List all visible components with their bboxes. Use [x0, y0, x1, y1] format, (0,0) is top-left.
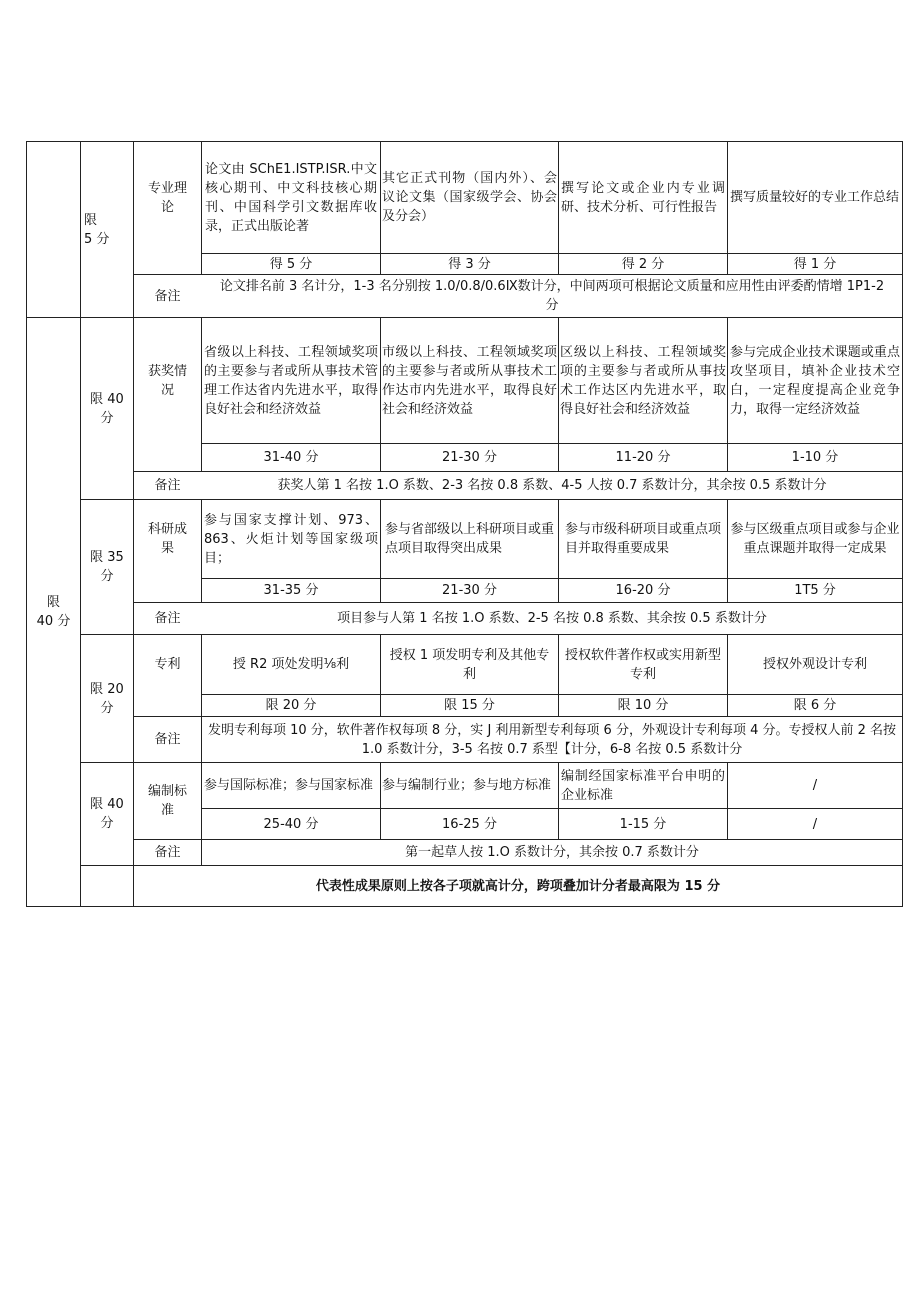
score-cell: 11-20 分 [615, 450, 671, 465]
score-cell: / [812, 816, 818, 832]
criteria-cell: 论文由 SChE1.ISTP.ISR.中文核心期刊、中文科技核心期刊、中国科学引文数据库收录，正式出版论著 [205, 161, 377, 234]
group-label: 限 5 分 [84, 212, 110, 247]
criteria-cell: 区级以上科技、工程领域奖项的主要参与者或所从事技术工作达区内先进水平，取得良好社会和经济效益 [560, 344, 726, 417]
criteria-cell: 参与国家支撑计划、973、863、火炬计划等国家级项目； [204, 512, 378, 566]
grid-line [26, 906, 903, 907]
score-cell: 限 6 分 [793, 698, 837, 713]
criteria-cell: 参与国际标准；参与国家标准 [204, 778, 374, 793]
criteria-cell: 撰写质量较好的专业工作总结 [730, 190, 900, 205]
score-cell: 限 10 分 [617, 698, 669, 713]
criteria-cell: 参与市级科研项目或重点项目并取得重要成果 [565, 522, 722, 556]
note-text: 获奖人第 1 名按 1.O 系数、2-3 名按 0.8 系数、4-5 人按 0.7 系数计分，其余按 0.5 系数计分 [277, 478, 827, 493]
score-cell: 限 15 分 [444, 698, 495, 713]
criteria-cell: 参与编制行业；参与地方标准 [382, 778, 552, 793]
item-label: 专利 [154, 657, 181, 672]
grid-line [902, 141, 903, 907]
score-cell: 16-20 分 [615, 583, 671, 598]
criteria-cell: 参与省部级以上科研项目或重点项目取得突出成果 [385, 522, 555, 556]
outer-group-label: 限 40 分 [36, 595, 71, 629]
note-label: 备注 [154, 611, 181, 626]
score-cell: 限 20 分 [265, 698, 317, 713]
criteria-cell: 授权 1 项发明专利及其他专利 [389, 647, 550, 682]
score-cell: 1-10 分 [791, 450, 839, 465]
score-cell: 得 1 分 [793, 256, 837, 272]
score-cell: 得 2 分 [621, 256, 665, 272]
group-label: 限 35 分 [90, 550, 124, 584]
note-label: 备注 [154, 288, 181, 304]
criteria-cell: 参与完成企业技术课题或重点攻坚项目，填补企业技术空白，一定程度提高企业竞争力，取得一定经济效益 [730, 344, 900, 417]
score-cell: 31-35 分 [263, 583, 319, 598]
note-label: 备注 [154, 478, 181, 493]
item-label: 科研成 果 [147, 522, 187, 556]
criteria-cell: 授 R2 项处发明⅛利 [232, 657, 350, 672]
note-text: 项目参与人第 1 名按 1.O 系数、2-5 名按 0.8 系数、其余按 0.5 系数计分 [337, 611, 767, 626]
note-text: 第一起草人按 1.O 系数计分，其余按 0.7 系数计分 [405, 845, 699, 860]
score-cell: 21-30 分 [442, 450, 497, 465]
criteria-cell: 编制经国家标准平台申明的企业标准 [561, 768, 725, 803]
criteria-cell: 省级以上科技、工程领域奖项的主要参与者或所从事技术管理工作达省内先进水平，取得良好社会和经济效益 [204, 344, 378, 417]
criteria-cell: 授权软件著作权或实用新型专利 [564, 647, 721, 682]
group-label: 限 40 分 [90, 391, 124, 426]
note-text: 发明专利每项 10 分，软件著作权每项 8 分，实 J 利用新型专利每项 6 分，外观设计专利每项 4 分。专授权人前 2 名按 1.0 系数计分，3-5 名按 0.7 系型【计分，6-8 名按 0.5 系数计分 [207, 722, 897, 757]
criteria-cell: / [812, 778, 818, 793]
item-label: 获奖情 况 [147, 363, 187, 398]
note-label: 备注 [154, 732, 181, 747]
criteria-cell: 参与区级重点项目或参与企业重点课题并取得一定成果 [730, 522, 900, 556]
score-cell: 21-30 分 [442, 583, 497, 598]
criteria-cell: 授权外观设计专利 [762, 657, 867, 672]
footer-note: 代表性成果原则上按各子项就高计分，跨项叠加计分者最高限为 15 分 [315, 878, 721, 894]
score-cell: 得 3 分 [448, 256, 491, 272]
score-cell: 1-15 分 [619, 816, 667, 832]
group-label: 限 40 分 [90, 797, 124, 831]
score-cell: 得 5 分 [269, 256, 313, 272]
score-cell: 25-40 分 [263, 816, 319, 832]
criteria-cell: 其它正式刊物（国内外）、会议论文集（国家级学会、协会及分会） [382, 171, 557, 224]
criteria-cell: 市级以上科技、工程领域奖项的主要参与者或所从事技术工作达市内先进水平，取得良好社会和经济效益 [382, 344, 557, 417]
criteria-cell: 撰写论文或企业内专业调研、技术分析、可行性报告 [561, 180, 725, 215]
note-label: 备注 [154, 845, 181, 860]
note-text: 论文排名前 3 名计分，1-3 名分别按 1.0/0.8/0.6Ⅸ数计分，中间两项可根据论文质量和应用性由评委酌情增 1P1-2 分 [219, 279, 885, 313]
score-cell: 16-25 分 [442, 816, 497, 832]
item-label: 编制标 准 [147, 784, 187, 818]
score-cell: 31-40 分 [263, 450, 319, 465]
group-label: 限 20 分 [90, 681, 124, 716]
item-label: 专业理 论 [147, 180, 187, 215]
score-cell: 1T5 分 [794, 583, 836, 598]
